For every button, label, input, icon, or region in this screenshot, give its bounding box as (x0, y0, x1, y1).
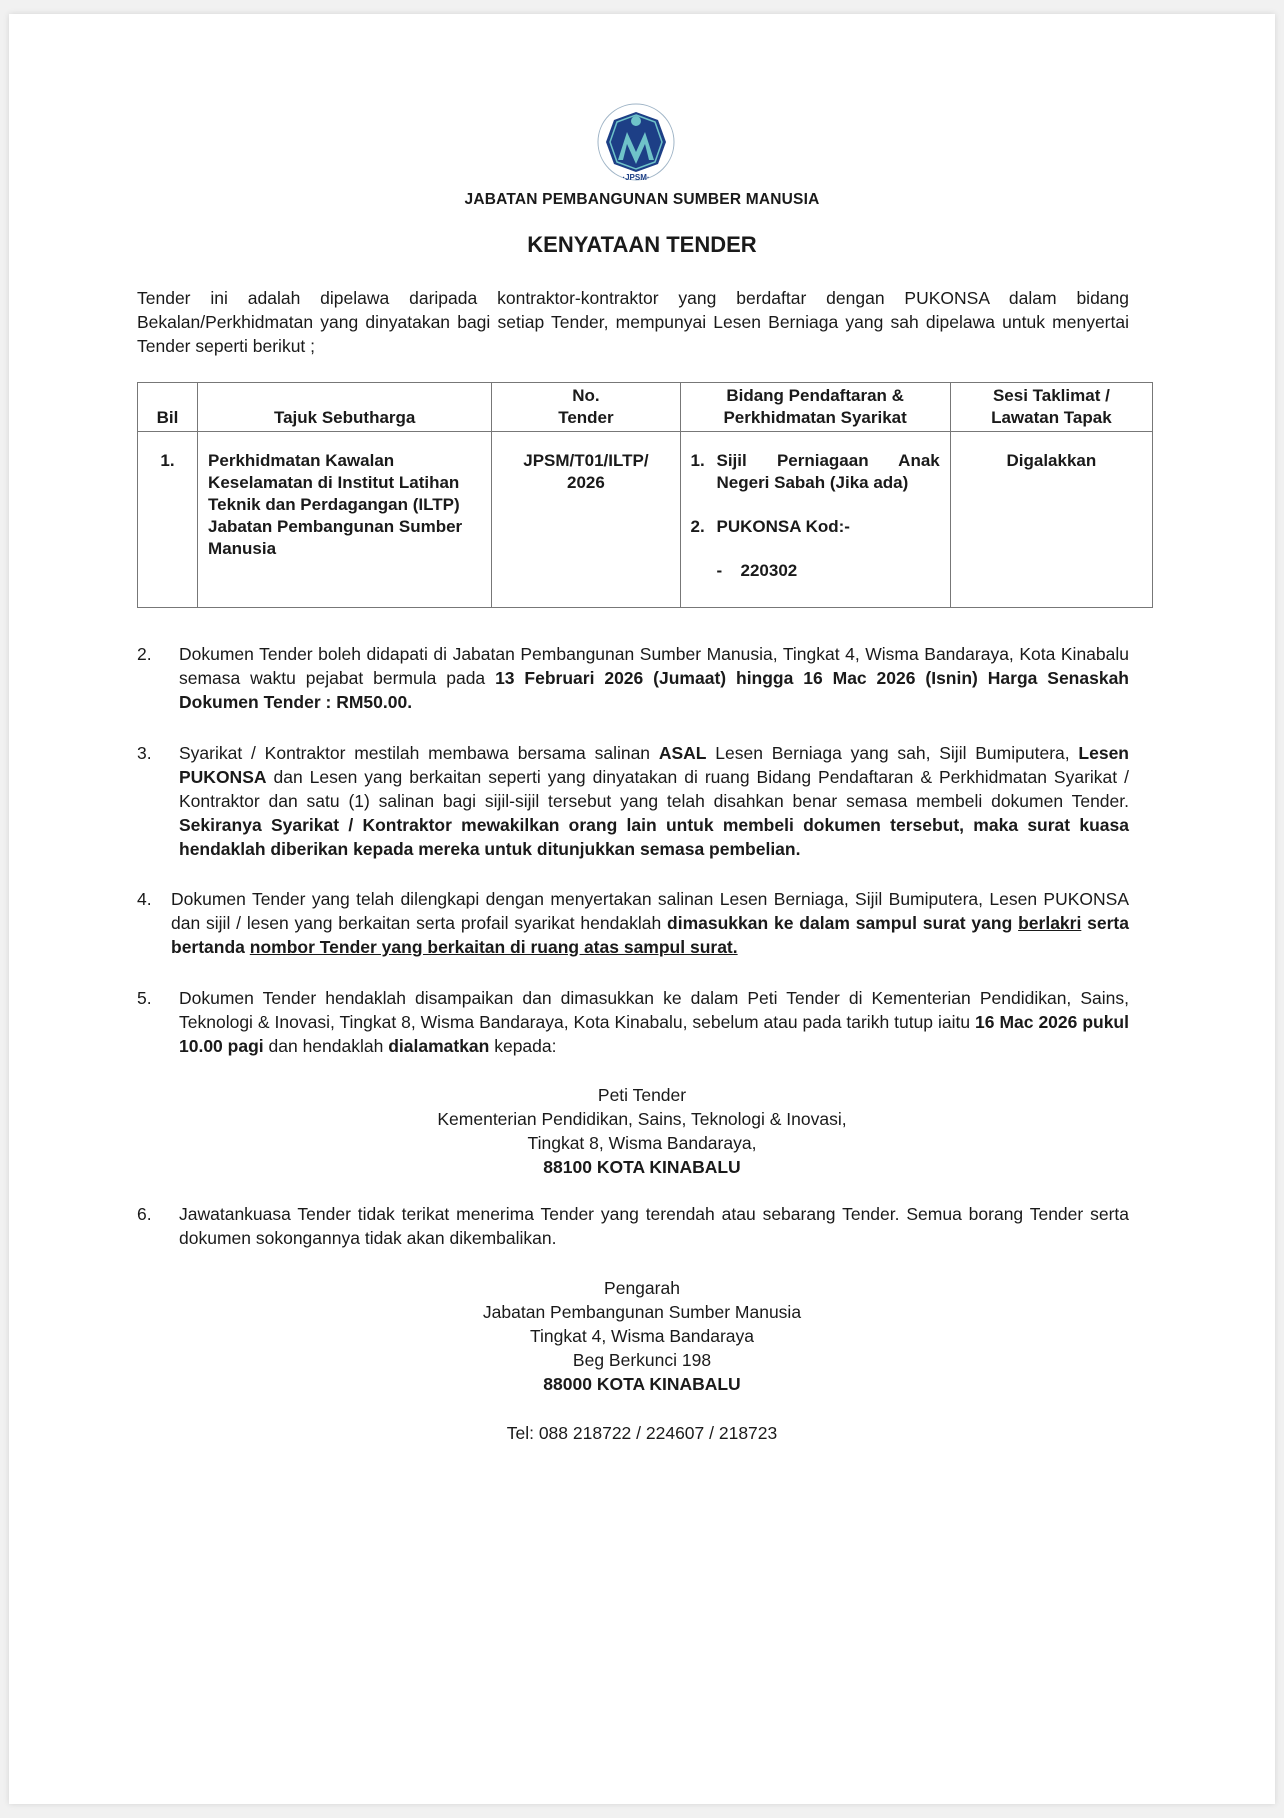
table-row (138, 432, 1153, 608)
document-page (9, 14, 1275, 1804)
paragraph-2: 2. Dokumen Tender boleh didapati di Jabatan Pembangunan Sumber Manusia, Tingkat 4, Wisma Bandaraya, Kota Kinabalu semasa waktu pejabat bermula pada 13 Februari 2026 (Jumaat) hingga 16 Mac 2026 (Isnin) Harga Senaskah Dokumen Tender : RM50.00. (137, 644, 1129, 712)
svg-text:·JPSM·: ·JPSM· (622, 173, 650, 182)
intro-paragraph: Tender ini adalah dipelawa daripada kontraktor-kontraktor yang berdaftar dengan PUKONSA dalam bidang Bekalan/Perkhidmatan yang dinyatakan bagi setiap Tender, mempunyai Lesen Berniaga yang sah dipelawa untuk menyertai Tender seperti berikut ; (137, 288, 1129, 356)
cell-bidang (680, 432, 950, 608)
cell-bil: 1. (138, 432, 198, 608)
organization-name: JABATAN PEMBANGUNAN SUMBER MANUSIA (464, 191, 820, 208)
paragraph-5: 5. Dokumen Tender hendaklah disampaikan dan dimasukkan ke dalam Peti Tender di Kementerian Pendidikan, Sains, Teknologi & Inovasi, Tingkat 8, Wisma Bandaraya, Kota Kinabalu, sebelum atau pada tarikh tutup iaitu 16 Mac 2026 pukul 10.00 pagi dan hendaklah dialamatkan kepada: (137, 988, 1129, 1056)
tender-table (137, 382, 1153, 608)
col-header-tajuk: Tajuk Sebutharga (198, 383, 492, 432)
cell-tajuk: Perkhidmatan Kawalan Keselamatan di Institut Latihan Teknik dan Perdagangan (ILTP) Jabatan Pembangunan Sumber Manusia (198, 432, 492, 608)
col-header-bidang: Bidang Pendaftaran & Perkhidmatan Syarikat (680, 383, 950, 432)
col-header-no-tender: No. Tender (492, 383, 680, 432)
submission-address: Peti Tender Kementerian Pendidikan, Sains, Teknologi & Inovasi, Tingkat 8, Wisma Bandaraya, 88100 KOTA KINABALU (437, 1085, 847, 1177)
paragraph-6: 6. Jawatankuasa Tender tidak terikat menerima Tender yang terendah atau sebarang Tender. Semua borang Tender serta dokumen sokongannya tidak akan dikembalikan. (137, 1204, 1129, 1248)
requirement-item: 1. Sijil Perniagaan Anak Negeri Sabah (Jika ada) (690, 451, 940, 492)
page-title: KENYATAAN TENDER (527, 232, 757, 257)
col-header-bil: Bil (138, 383, 198, 432)
telephone-numbers: Tel: 088 218722 / 224607 / 218723 (506, 1423, 778, 1443)
paragraph-3: 3. Syarikat / Kontraktor mestilah membawa bersama salinan ASAL Lesen Berniaga yang sah, Sijil Bumiputera, Lesen PUKONSA dan Lesen yang berkaitan seperti yang dinyatakan di ruang Bidang Pendaftaran & Perkhidmatan Syarikat / Kontraktor dan satu (1) salinan bagi sijil-sijil tersebut yang telah disahkan benar semasa membeli dokumen Tender. Sekiranya Syarikat / Kontraktor mewakilkan orang lain untuk membeli dokumen tersebut, maka surat kuasa hendaklah diberikan kepada mereka untuk ditunjukkan semasa pembelian. (137, 743, 1129, 859)
col-header-sesi: Sesi Taklimat / Lawatan Tapak (950, 383, 1152, 432)
signature-block: Pengarah Jabatan Pembangunan Sumber Manusia Tingkat 4, Wisma Bandaraya Beg Berkunci 198 88000 KOTA KINABALU Tel: 088 218722 / 224607 / 218723 (9, 1276, 1275, 1445)
paragraph-4: 4. Dokumen Tender yang telah dilengkapi dengan menyertakan salinan Lesen Berniaga, Sijil Bumiputera, Lesen PUKONSA dan sijil / lesen yang berkaitan serta profail syarikat hendaklah dimasukkan ke dalam sampul surat yang berlakri serta bertanda nombor Tender yang berkaitan di ruang atas sampul surat. (137, 889, 1129, 957)
cell-sesi: Digalakkan (950, 432, 1152, 608)
pukonsa-code: - 220302 (716, 561, 798, 580)
table-header-row (138, 383, 1153, 432)
requirement-item: 2. PUKONSA Kod:- (690, 517, 850, 536)
jpsm-logo-icon (594, 102, 678, 182)
cell-no-tender: JPSM/T01/ILTP/ 2026 (492, 432, 680, 608)
